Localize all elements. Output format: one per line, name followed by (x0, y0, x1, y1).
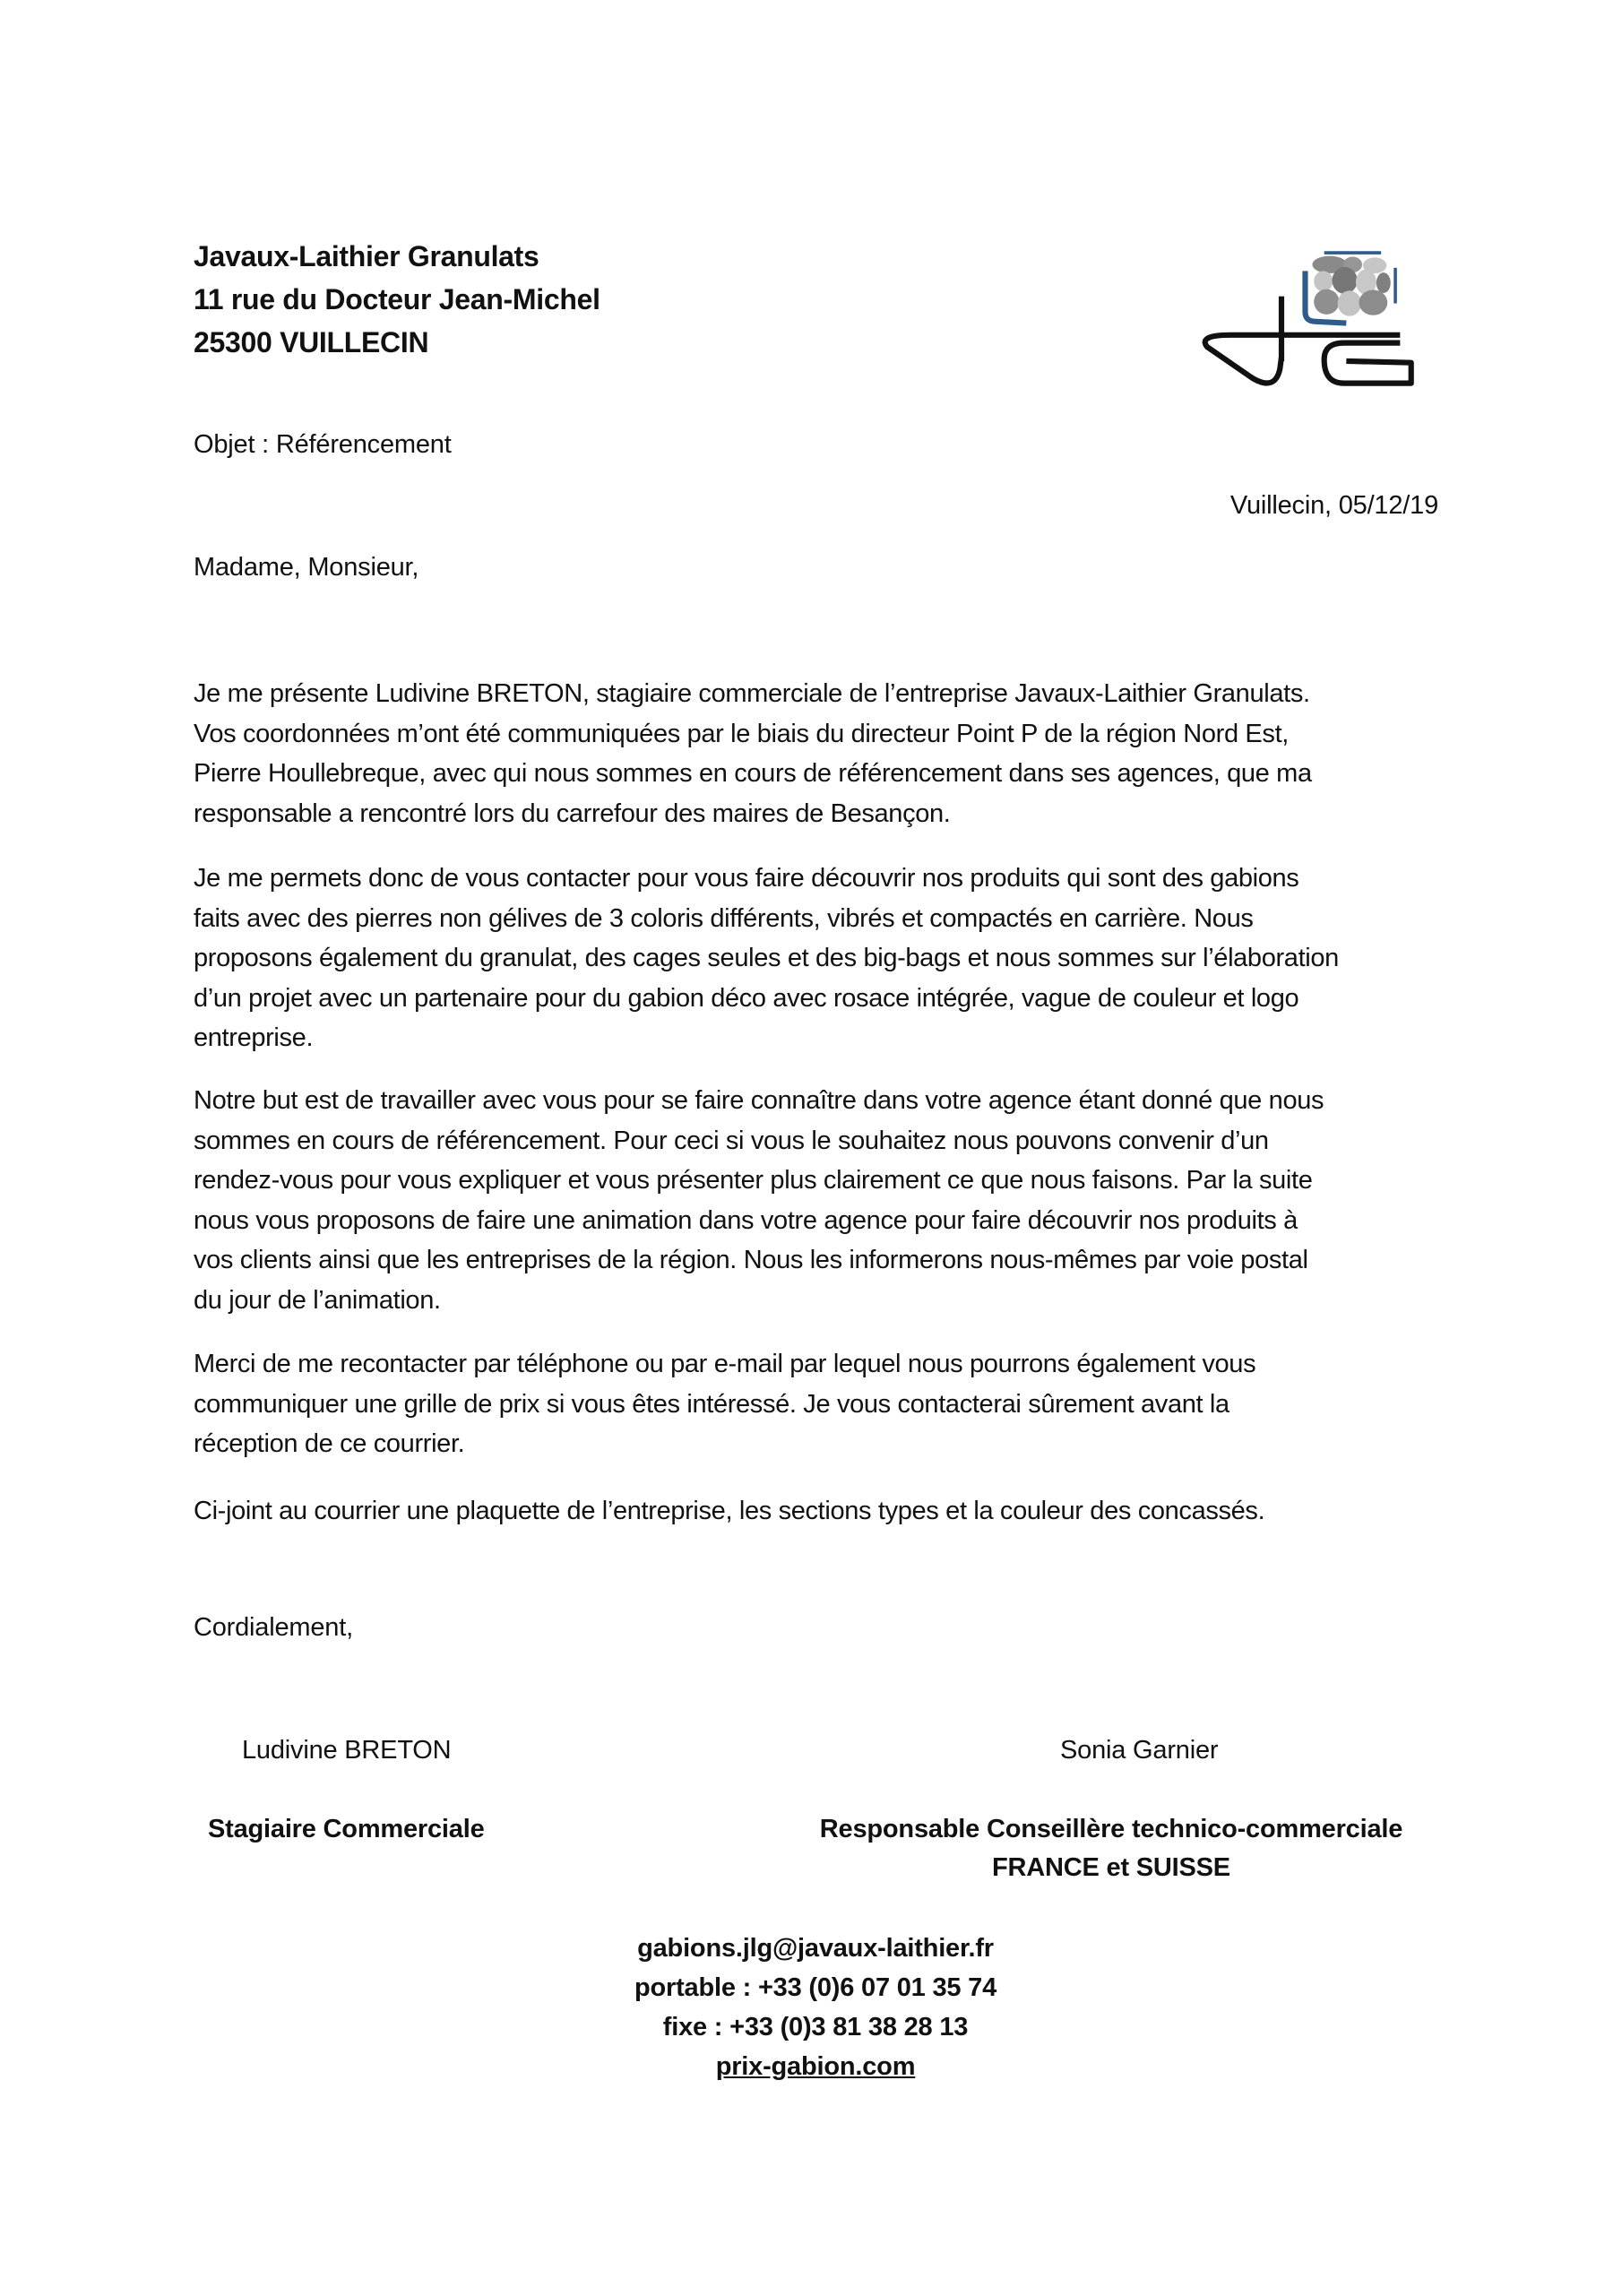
text-line: sommes en cours de référencement. Pour ceci si vous le souhaitez nous pouvons convenir d’un (194, 1126, 1269, 1155)
company-name: Javaux-Laithier Granulats (194, 240, 539, 272)
contact-landline: fixe : +33 (0)3 81 38 28 13 (662, 2013, 969, 2041)
jlg-logo-stones-icon (1174, 224, 1443, 403)
company-city: 25300 VUILLECIN (194, 326, 429, 358)
text-line: Notre but est de travailler avec vous pour se faire connaître dans votre agence étant donné que nous (194, 1086, 1324, 1115)
paragraph-introduction (194, 674, 1448, 833)
text-line: Je me permets donc de vous contacter pour vous faire découvrir nos produits qui sont des gabions (194, 864, 1299, 893)
contact-mobile: portable : +33 (0)6 07 01 35 74 (634, 1973, 997, 2002)
paragraph-goal (194, 1081, 1448, 1320)
salutation: Madame, Monsieur, (194, 553, 419, 582)
paragraph-contact-request (194, 1344, 1448, 1464)
text-line: communiquer une grille de prix si vous êtes intéressé. Je vous contacterai sûrement avant la (194, 1389, 1229, 1419)
website-link-row (547, 2052, 1084, 2082)
text-line: rendez-vous pour vous expliquer et vous présenter plus clairement ce que nous faisons. Par la suite (194, 1166, 1313, 1195)
paragraph-products (194, 859, 1448, 1058)
paragraph-attachments (194, 1491, 1448, 1532)
date-line: Vuillecin, 05/12/19 (1229, 491, 1438, 520)
website-link[interactable]: prix-gabion.com (715, 2052, 916, 2081)
text-line: responsable a rencontré lors du carrefour des maires de Besançon. (194, 798, 951, 828)
text-line: nous vous proposons de faire une animation dans votre agence pour faire découvrir nos produits à (194, 1205, 1298, 1235)
text-line: Ci-joint au courrier une plaquette de l’entreprise, les sections types et la couleur des concassés. (194, 1497, 1265, 1525)
signatory-name-garnier: Sonia Garnier (1060, 1736, 1219, 1765)
text-line: Pierre Houllebreque, avec qui nous sommes en cours de référencement dans ses agences, que ma (194, 759, 1312, 788)
closing: Cordialement, (194, 1613, 353, 1642)
text-line: faits avec des pierres non gélives de 3 coloris différents, vibrés et compactés en carrière. Nous (194, 903, 1254, 933)
text-line: entreprise. (194, 1023, 314, 1052)
subject-line: Objet : Référencement (194, 430, 452, 459)
text-line: d’un projet avec un partenaire pour du gabion déco avec rosace intégrée, vague de couleur et logo (194, 983, 1299, 1013)
text-line: proposons également du granulat, des cages seules et des big-bags et nous sommes sur l’élaboration (194, 944, 1339, 972)
text-line: Vos coordonnées m’ont été communiquées par le biais du directeur Point P de la région Nord Est, (194, 719, 1289, 748)
signatory-region-garnier: FRANCE et SUISSE (992, 1853, 1230, 1882)
signatory-name-breton: Ludivine BRETON (242, 1736, 452, 1765)
text-line: du jour de l’animation. (194, 1285, 441, 1315)
text-line: Je me présente Ludivine BRETON, stagiaire commerciale de l’entreprise Javaux-Laithier Granulats. (194, 679, 1310, 708)
text-line: Merci de me recontacter par téléphone ou par e-mail par lequel nous pourrons également vous (194, 1350, 1256, 1378)
text-line: réception de ce courrier. (194, 1429, 465, 1458)
signatory-title-breton: Stagiaire Commerciale (208, 1815, 485, 1843)
text-line: vos clients ainsi que les entreprises de la région. Nous les informerons nous-mêmes par voie postal (194, 1246, 1308, 1274)
contact-email[interactable]: gabions.jlg@javaux-laithier.fr (637, 1934, 994, 1963)
company-street: 11 rue du Docteur Jean-Michel (194, 283, 600, 315)
signatory-title-garnier: Responsable Conseillère technico-commerciale (819, 1815, 1403, 1843)
